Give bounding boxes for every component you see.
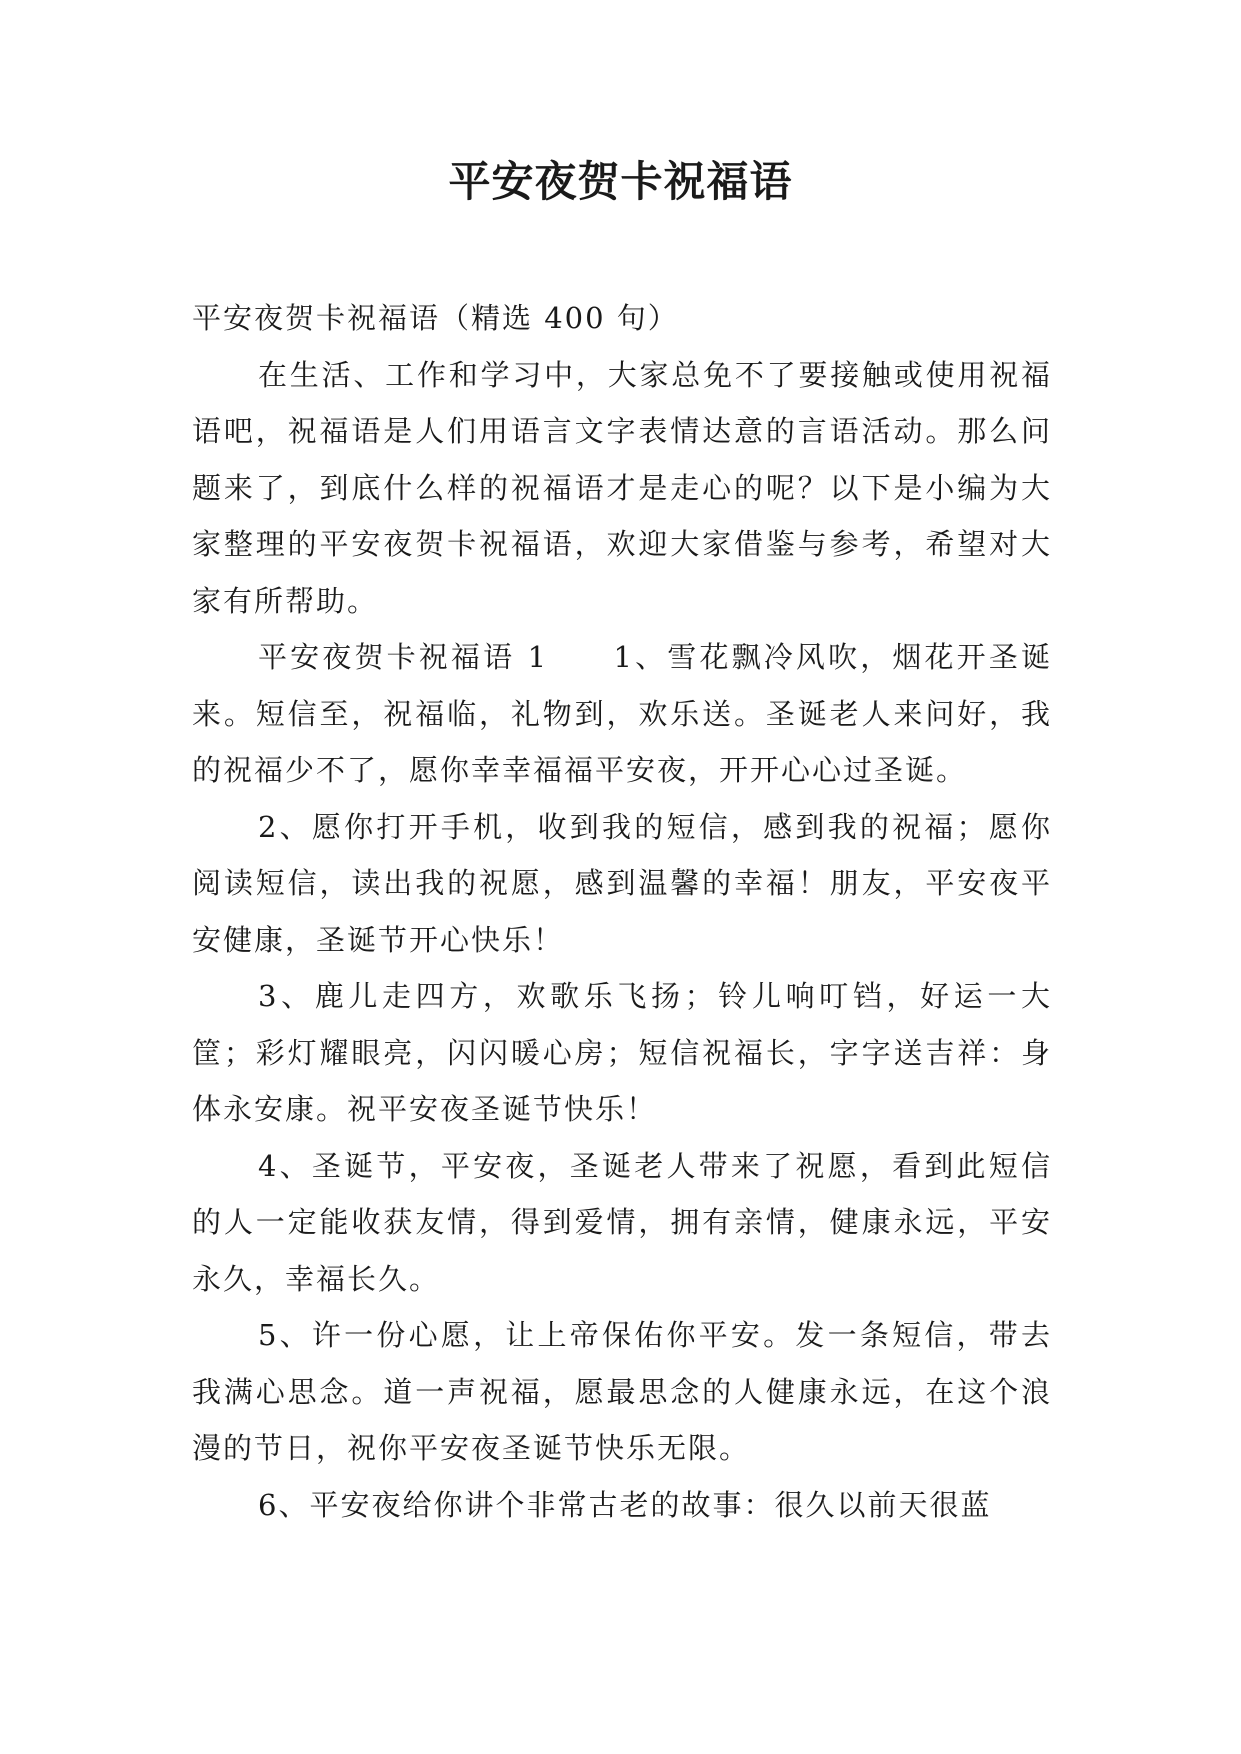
greeting-paragraph-1: 平安夜贺卡祝福语 1 1、雪花飘冷风吹，烟花开圣诞来。短信至，祝福临，礼物到，欢乐送。圣诞老人来问好，我的祝福少不了，愿你幸幸福福平安夜，开开心心过圣诞。: [192, 640, 1052, 787]
intro-paragraph: 在生活、工作和学习中，大家总免不了要接触或使用祝福语吧，祝福语是人们用语言文字表情达意的言语活动。那么问题来了，到底什么样的祝福语才是走心的呢？以下是小编为大家整理的平安夜贺卡祝福语，欢迎大家借鉴与参考，希望对大家有所帮助。: [192, 357, 1052, 618]
document-body: [192, 290, 1052, 1533]
greeting-paragraph-6: 6、平安夜给你讲个非常古老的故事：很久以前天很蓝: [258, 1487, 992, 1522]
greeting-paragraph-2: 2、愿你打开手机，收到我的短信，感到我的祝福；愿你阅读短信，读出我的祝愿，感到温馨的幸福！朋友，平安夜平安健康，圣诞节开心快乐！: [192, 809, 1052, 957]
document-title: 平安夜贺卡祝福语: [448, 157, 793, 206]
greeting-paragraph-5: 5、许一份心愿，让上帝保佑你平安。发一条短信，带去我满心思念。道一声祝福，愿最思念的人健康永远，在这个浪漫的节日，祝你平安夜圣诞节快乐无限。: [192, 1318, 1052, 1465]
greeting-paragraph-4: 4、圣诞节，平安夜，圣诞老人带来了祝愿，看到此短信的人一定能收获友情，得到爱情，拥有亲情，健康永远，平安永久，幸福长久。: [192, 1148, 1052, 1296]
greeting-paragraph-3: 3、鹿儿走四方，欢歌乐飞扬；铃儿响叮铛，好运一大筐；彩灯耀眼亮，闪闪暖心房；短信祝福长，字字送吉祥：身体永安康。祝平安夜圣诞节快乐！: [192, 979, 1052, 1126]
document-subtitle: 平安夜贺卡祝福语（精选 400 句）: [192, 301, 679, 335]
